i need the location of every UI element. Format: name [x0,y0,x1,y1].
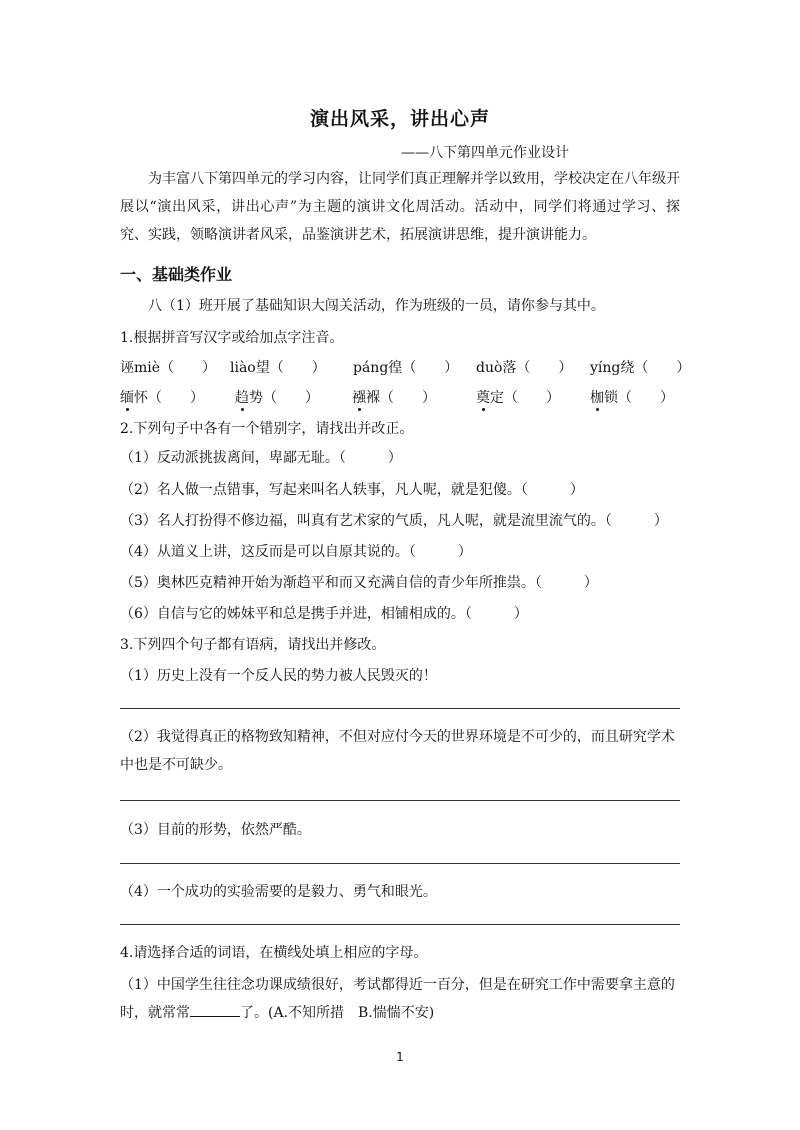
q2-item[interactable]: （1）反动派挑拔离间，卑鄙无耻。（ ） [120,450,402,466]
intro-paragraph: 为丰富八下第四单元的学习内容，让同学们真正理解并学以致用，学校决定在八年级开展以“演出风采，讲出心声”为主题的演讲文化周活动。活动中，同学们将通过学习、探究、实践，领略演讲者风采，品鉴演讲艺术，拓展演讲思维，提升演讲能力。 [120,171,680,243]
dotted-word-item[interactable]: 襁褓（ ） [352,390,436,406]
question-1: 1.根据拼音写汉字或给加点字注音。 [120,330,344,346]
pinyin-item[interactable]: liào望（ ） [230,360,326,376]
dotted-char: 缅 [120,390,134,406]
section-intro: 八（1）班开展了基础知识大闯关活动，作为班级的一员，请你参与其中。 [148,298,605,314]
q2-item[interactable]: （4）从道义上讲，这反而是可以自原其说的。（ ） [120,544,472,560]
dotted-char: 奠 [476,390,490,406]
q2-item[interactable]: （5）奥林匹克精神开始为渐趋平和而又充满自信的青少年所推祟。（ ） [120,575,598,591]
question-2: 2.下列句子中各有一个错别字，请找出并改正。 [120,421,414,437]
dotted-word-item[interactable]: 枷锁（ ） [590,390,674,406]
answer-line[interactable] [120,863,680,864]
pinyin-row-2 [120,387,685,409]
q3-item: （1）历史上没有一个反人民的势力被人民毁灭的！ [120,668,437,684]
page-number: 1 [396,1050,404,1064]
answer-line[interactable] [120,800,680,801]
pinyin-item[interactable]: yíng绕（ ） [590,360,691,376]
q3-item: （3）目前的形势，依然严酷。 [120,822,311,838]
dotted-word-item[interactable]: 奠定（ ） [476,390,560,406]
dotted-char: 枷 [590,390,604,406]
q2-item[interactable]: （3）名人打扮得不修边福，叫真有艺术家的气质，凡人呢，就是流里流气的。（ ） [120,513,668,529]
dotted-char: 襁 [352,390,366,406]
question-3: 3.下列四个句子都有语病，请找出并修改。 [120,637,386,653]
document-subtitle: ——八下第四单元作业设计 [401,145,569,161]
answer-line[interactable] [120,708,680,709]
dotted-char: 趋 [235,390,249,406]
document-title: 演出风采，讲出心声 [309,108,490,130]
q4-item: （1）中国学生往往念功课成绩很好，考试都得近一百分，但是在研究工作中需要拿主意的时，就常常 了。(A.不知所措 B.惴惴不安) [120,977,675,1021]
pinyin-item[interactable]: duò落（ ） [476,360,573,376]
q2-item[interactable]: （2）名人做一点错事，写起来叫名人轶事，凡人呢，就是犯傻。（ ） [120,482,584,498]
question-4: 4.请选择合适的词语，在横线处填上相应的字母。 [120,945,428,961]
q3-item: （4）一个成功的实验需要的是毅力、勇气和眼光。 [120,884,437,900]
pinyin-row-1 [120,357,691,379]
dotted-word-item[interactable]: 趋势（ ） [235,390,319,406]
q2-item[interactable]: （6）自信与它的姊妹平和总是携手并进，相铺相成的。（ ） [120,606,528,622]
fill-blank[interactable] [190,1002,240,1017]
q3-item: （2）我觉得真正的格物致知精神，不但对应付今天的世界环境是不可少的，而且研究学术中也是不可缺少。 [120,729,675,773]
dotted-word-item[interactable]: 缅怀（ ） [120,390,204,406]
section-heading-basic: 一、基础类作业 [120,265,233,284]
pinyin-item[interactable]: 诬miè（ ） [120,360,217,376]
pinyin-item[interactable]: páng徨（ ） [353,360,459,376]
answer-line[interactable] [120,924,680,925]
